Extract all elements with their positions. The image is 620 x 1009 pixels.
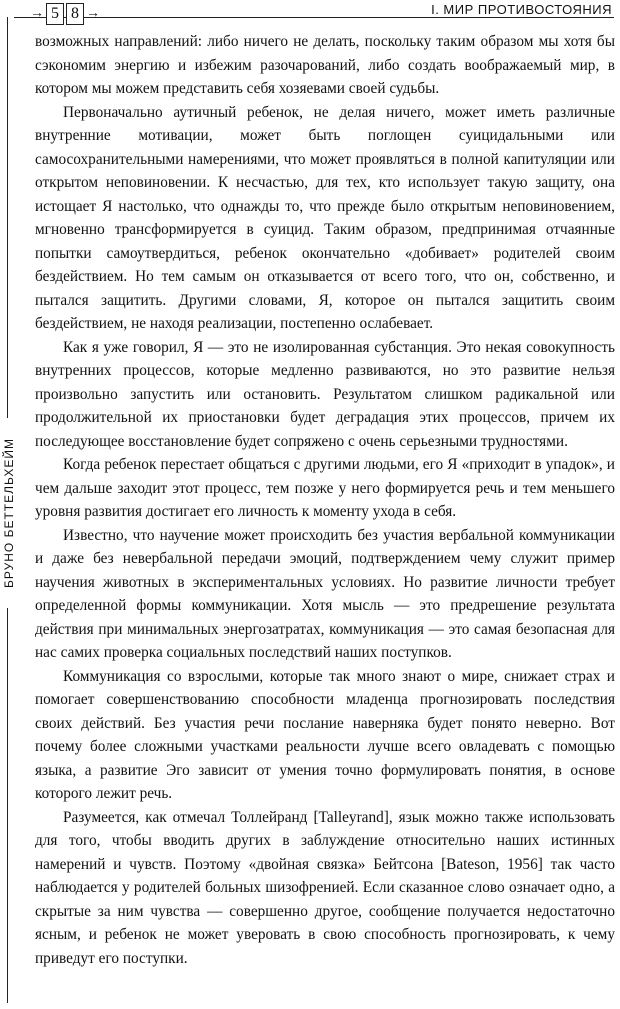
paragraph: Когда ребенок перестает общаться с другими людьми, его Я «приходит в упадок», и чем дальше заходит этот процесс, тем позже у него формируется речь и тем меньшего уровня развития достигает его личность к моменту ухода в себя. <box>35 456 615 520</box>
paragraph: Как я уже говорил, Я — это не изолированная субстанция. Это некая совокупность внутренних процессов, которые медленно развиваются, но это развитие нельзя произвольно запустить или остановить. Результатом слишком радикальной или продолжительной их приостановки будет деградация этих процессов, причем их последующее восстановление будет сопряжено с очень серьезными трудностями. <box>35 338 615 450</box>
page-number <box>30 2 100 26</box>
header-rule <box>14 17 614 18</box>
arrow-right-icon: → <box>30 6 44 21</box>
paragraph: возможных направлений: либо ничего не делать, поскольку таким образом мы хотя бы сэкономим энергию и избежим разочарований, либо создать воображаемый мир, в котором мы можем представить себя хозяевами своей судьбы. <box>35 33 615 97</box>
paragraph: Коммуникация со взрослыми, которые так много знают о мире, снижает страх и помогает совершенствованию способности младенца прогнозировать последствия своих действий. Без участия речи послание наверняка будет понято неверно. Вот почему более сложными участками реальности лучше всего овладевать с помощью языка, а развитие Эго зависит от умения точно формулировать понятия, в основе которого лежит речь. <box>35 667 615 802</box>
page-number-digit: 5 <box>46 3 64 25</box>
paragraph: Известно, что научение может происходить без участия вербальной коммуникации и даже без невербальной передачи эмоций, подтверждением чему служит пример научения животных в экспериментальных условиях. Но развитие личности требует определенной формы коммуникации. Хотя мысль — это предрешение результата действия при минимальных энергозатратах, коммуникация — это самая безопасная для нас самих проверка социальных последствий наших поступков. <box>35 526 615 661</box>
arrow-right-icon: → <box>86 6 100 21</box>
paragraph: Разумеется, как отмечал Толлейранд [Talleyrand], язык можно также использовать для того, чтобы вводить других в заблуждение относительно наших истинных намерений и чувств. Поэтому «двойная связка» Бейтсона [Bateson, 1956] так часто наблюдается у родителей больных шизофренией. Если сказанное слово означает одно, а скрытые за ним чувства — совершенно другое, сообщение получается недостаточно ясным, и ребенок не может уверовать в свою способность прогнозировать, к чему приведут его поступки. <box>35 808 615 967</box>
running-head: I. МИР ПРОТИВОСТОЯНИЯ <box>423 2 612 17</box>
author-vertical-title: БРУНО БЕТТЕЛЬХЕЙМ <box>2 418 18 608</box>
paragraph: Первоначально аутичный ребенок, не делая ничего, может иметь различные внутренние мотивации, может быть поглощен суицидальными или самосохранительными намерениями, что может проявляться в полной капитуляции или открытом неповиновении. К несчастью, для тех, кто использует такую защиту, она истощает Я настолько, что однажды то, что прежде было открытым неповиновением, мгновенно трансформируется в суицид. Таким образом, предпринимая отчаянные попытки самоутвердиться, ребенок окончательно «добивает» родителей своим бездействием. Но тем самым он отказывается от всего того, что он, собственно, и пытался защитить. Другими словами, Я, которое он пытался защитить своим бездействием, не находя реализации, постепенно ослабевает. <box>35 103 615 332</box>
page-number-digit: 8 <box>66 3 84 25</box>
body-text <box>35 30 615 970</box>
